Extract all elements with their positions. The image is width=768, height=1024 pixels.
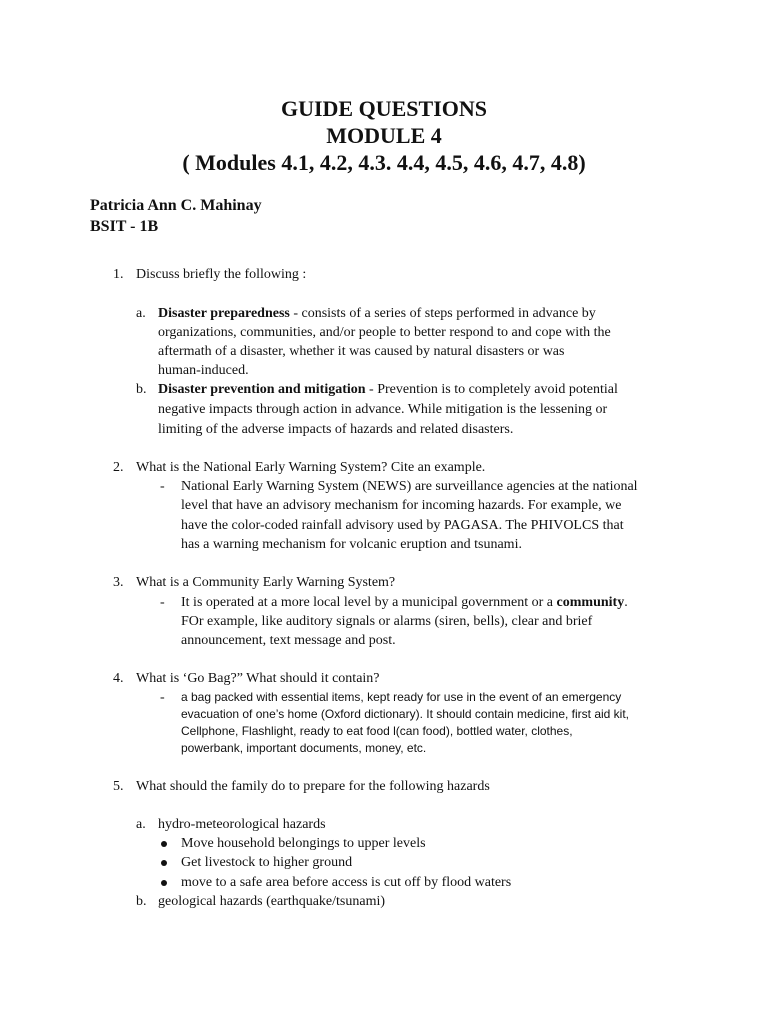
q3-answer-period: . (624, 595, 628, 610)
q5b-label: b. (136, 894, 147, 909)
q3-number: 3. (113, 575, 124, 590)
q1-number: 1. (113, 267, 124, 282)
title-guide-questions: GUIDE QUESTIONS (280, 96, 487, 121)
q1-text: Discuss briefly the following : (136, 267, 307, 282)
q1a-line-4: human-induced. (158, 363, 249, 378)
q1b-line-3: limiting of the adverse impacts of hazards and related disasters. (158, 422, 514, 437)
q1a-term: Disaster preparedness (158, 306, 290, 321)
q1a-line-1 (158, 304, 596, 323)
q3-answer-line-3: announcement, text message and post. (181, 633, 396, 648)
q1a-line-3: aftermath of a disaster, whether it was caused by natural disasters or was (158, 344, 565, 359)
q3-answer-bold-word: community (556, 595, 625, 610)
q1b-definition-start: - Prevention is to completely avoid potential (365, 382, 618, 397)
bullet-icon (161, 860, 167, 866)
q2-answer-line-1: National Early Warning System (NEWS) are surveillance agencies at the national (181, 479, 638, 494)
q2-dash: - (160, 479, 165, 494)
q4-answer-line-2: evacuation of one’s home (Oxford dictionary). It should contain medicine, first aid kit, (181, 707, 630, 721)
q3-text: What is a Community Early Warning System? (136, 575, 396, 590)
q3-answer-line-1 (181, 593, 628, 612)
q1a-line-2: organizations, communities, and/or people to better respond to and cope with the (158, 325, 611, 340)
q1b-label: b. (136, 382, 147, 397)
q5-number: 5. (113, 779, 124, 794)
q4-answer-line-4: powerbank, important documents, money, etc. (181, 741, 427, 755)
author-name: Patricia Ann C. Mahinay (90, 197, 262, 214)
q5a-label: a. (136, 817, 146, 832)
q1b-term: Disaster prevention and mitigation (158, 382, 366, 397)
q4-answer-line-1: a bag packed with essential items, kept ready for use in the event of an emergency (181, 690, 622, 704)
q2-answer-line-4: has a warning mechanism for volcanic eruption and tsunami. (181, 537, 522, 552)
q4-dash: - (160, 690, 165, 705)
q1b-line-1 (158, 380, 618, 399)
q3-answer-line-2: FOr example, like auditory signals or alarms (siren, bells), clear and brief (181, 614, 593, 629)
q5a-item-1: Move household belongings to upper levels (181, 836, 426, 851)
q4-text: What is ‘Go Bag?” What should it contain? (136, 671, 380, 686)
q5b-text: geological hazards (earthquake/tsunami) (158, 894, 386, 909)
author-section: BSIT - 1B (90, 218, 159, 235)
q2-text: What is the National Early Warning System? Cite an example. (136, 460, 486, 475)
q5a-item-3: move to a safe area before access is cut off by flood waters (181, 875, 512, 890)
q1a-definition-start: - consists of a series of steps performed in advance by (289, 306, 596, 321)
bullet-icon (161, 841, 167, 847)
q3-dash: - (160, 595, 165, 610)
q5a-item-2: Get livestock to higher ground (181, 855, 353, 870)
title-module: MODULE 4 (326, 123, 442, 148)
title-modules-list: ( Modules 4.1, 4.2, 4.3. 4.4, 4.5, 4.6, 4.7, 4.8) (182, 150, 586, 175)
bullet-icon (161, 880, 167, 886)
q3-answer-start: It is operated at a more local level by a municipal government or a (181, 595, 557, 610)
q4-number: 4. (113, 671, 124, 686)
q5-text: What should the family do to prepare for the following hazards (136, 779, 490, 794)
q2-number: 2. (113, 460, 124, 475)
q4-answer-line-3: Cellphone, Flashlight, ready to eat food l(can food), bottled water, clothes, (181, 724, 573, 738)
q2-answer-line-2: level that have an advisory mechanism for incoming hazards. For example, we (181, 498, 622, 513)
q1a-label: a. (136, 306, 146, 321)
q1b-line-2: negative impacts through action in advance. While mitigation is the lessening or (158, 402, 608, 417)
q5a-text: hydro-meteorological hazards (158, 817, 326, 832)
q2-answer-line-3: have the color-coded rainfall advisory used by PAGASA. The PHIVOLCS that (181, 518, 624, 533)
